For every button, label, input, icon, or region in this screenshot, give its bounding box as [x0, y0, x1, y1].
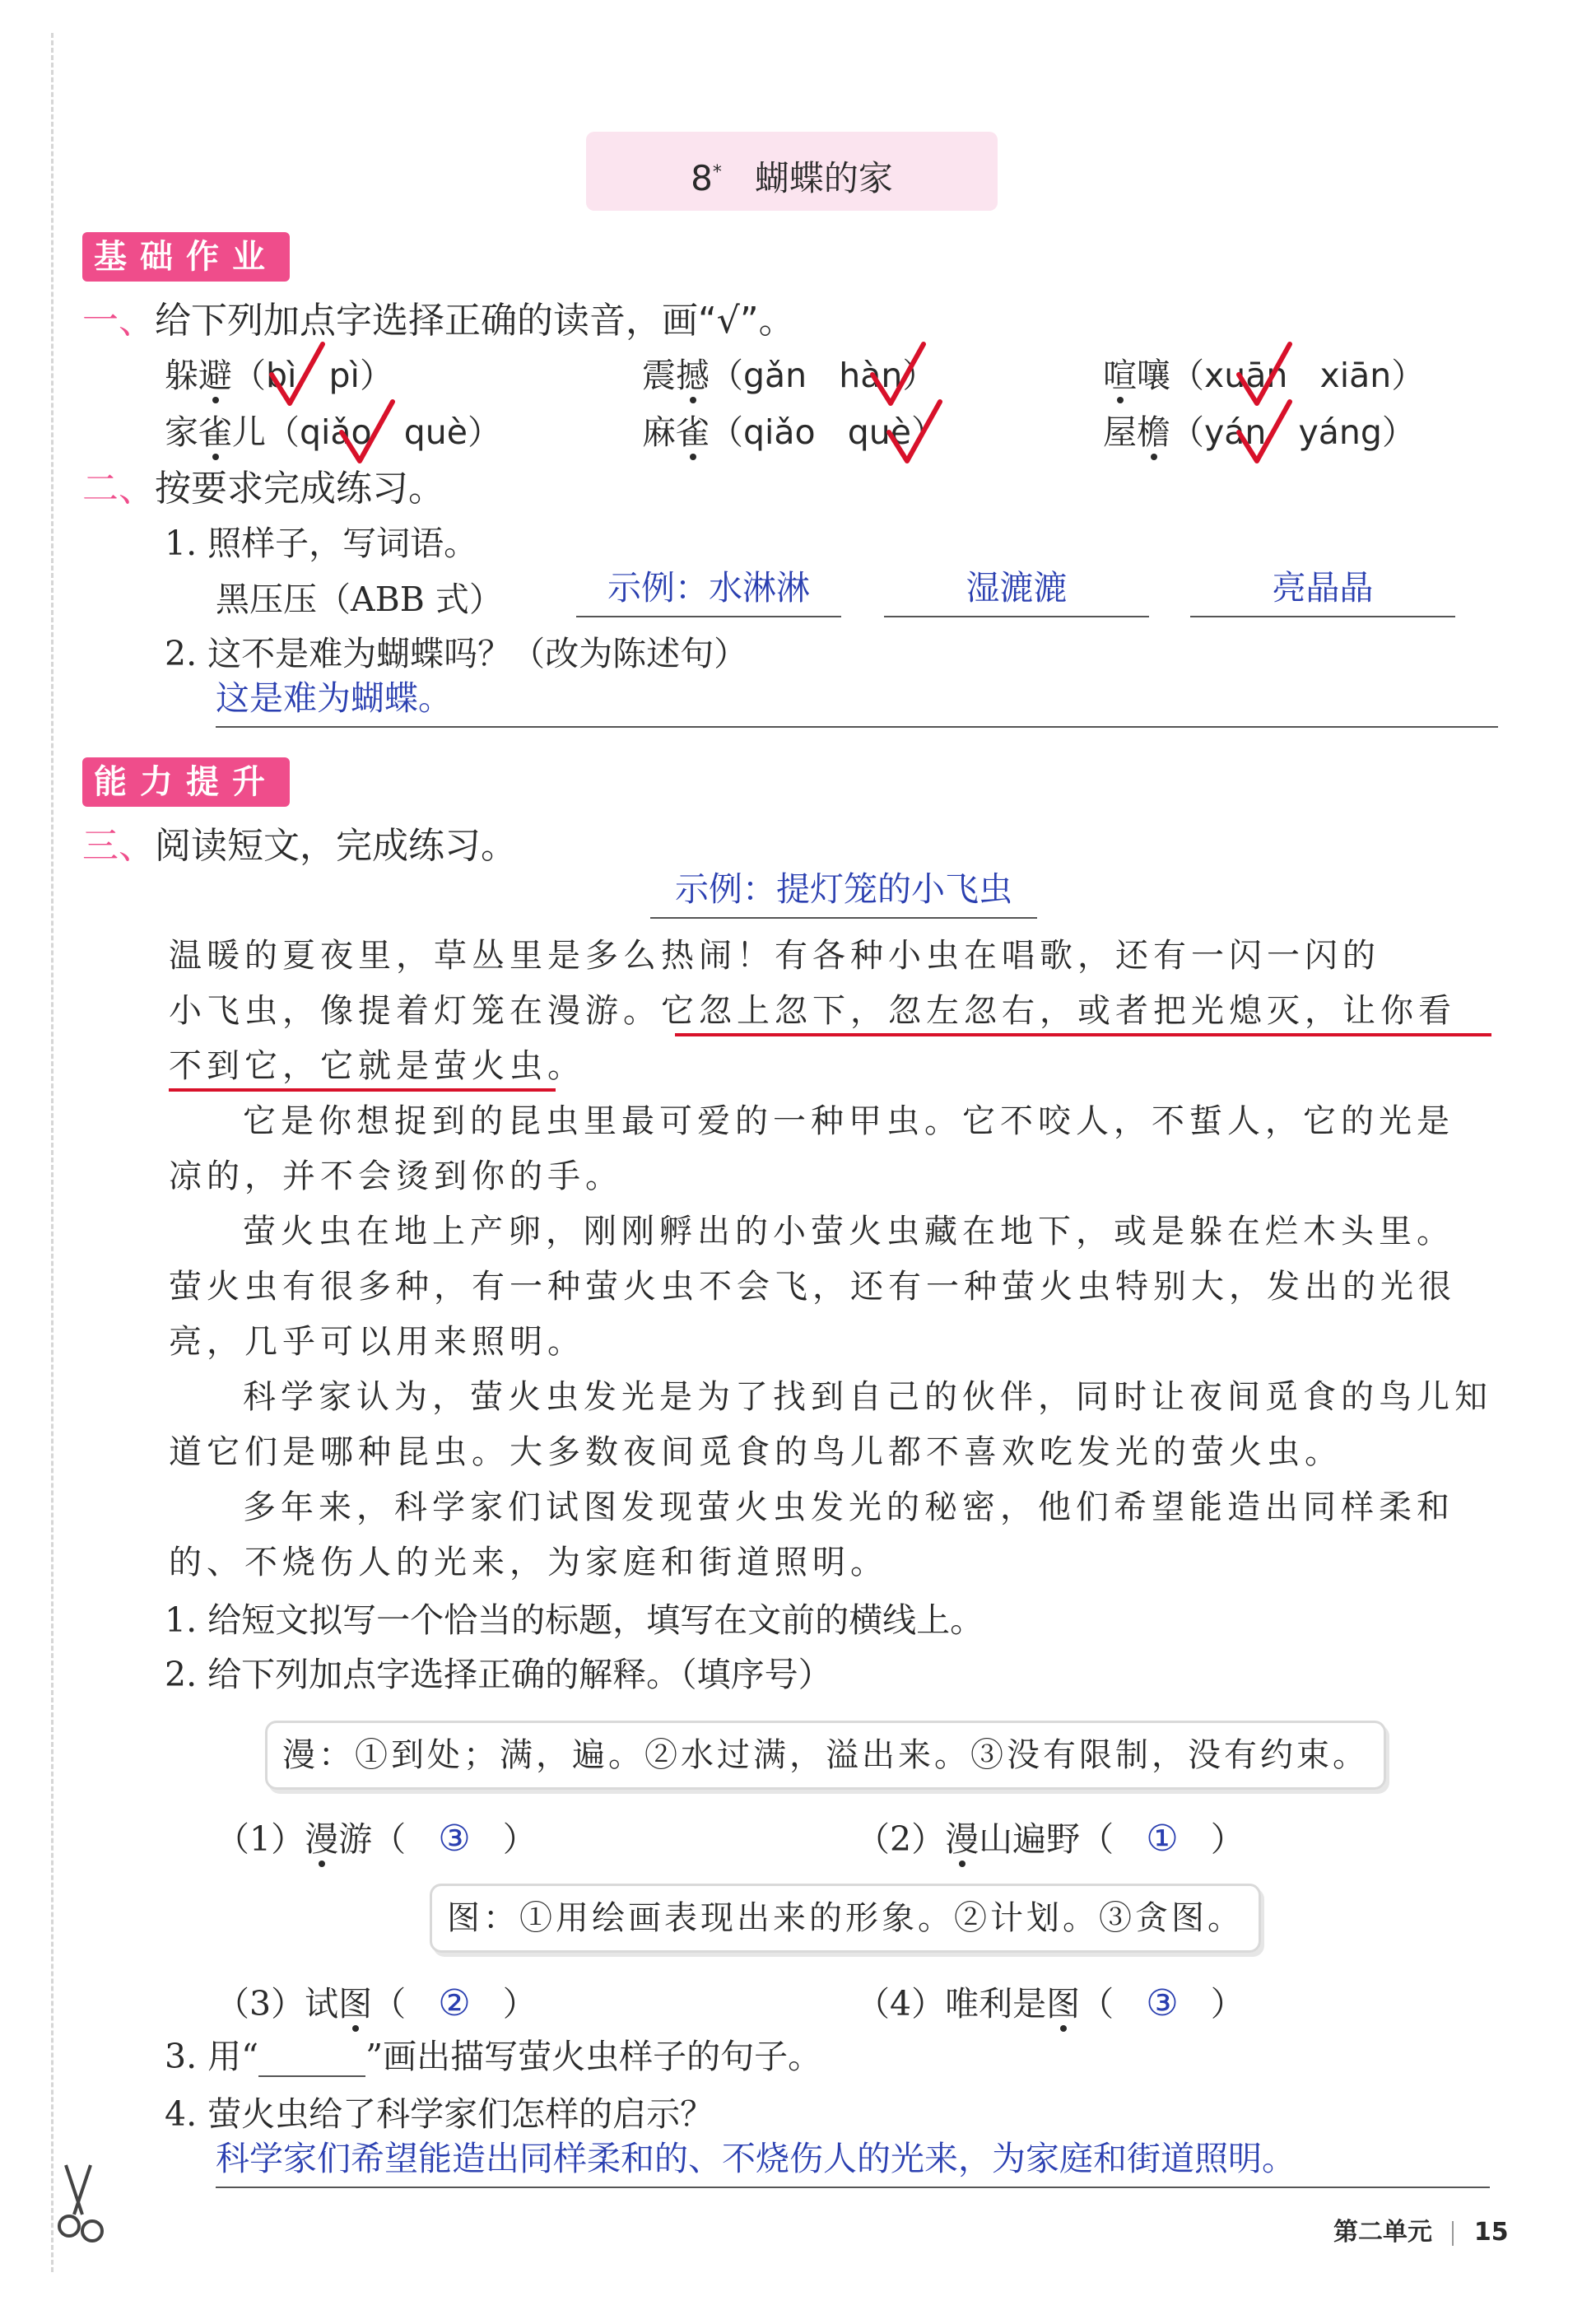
q1-number: 一、 [82, 300, 155, 342]
passage-title-answer: 示例：提灯笼的小飞虫 [650, 866, 1037, 919]
answer-choice: ② [438, 1982, 471, 2024]
unit-label: 第二单元 [1333, 2218, 1432, 2247]
answer-choice: ① [1146, 1818, 1179, 1860]
passage-line: 的、不烧伤人的光来，为家庭和街道照明。 [169, 1544, 888, 1581]
basic-section-tag: 基础作业 [82, 232, 290, 282]
q3-sub1: 1. 给短文拟写一个恰当的标题，填写在文前的横线上。 [165, 1600, 984, 1640]
q1-item-1: 躲避（bì pì） [165, 356, 393, 395]
passage-line: 温暖的夏夜里，草丛里是多么热闹！有各种小虫在唱歌，还有一闪一闪的 [169, 937, 1380, 975]
page-number: 15 [1473, 2218, 1509, 2247]
q2-sample-word: 黑压压（ABB 式） [216, 580, 503, 619]
q2-answer-1: 示例：水淋淋 [576, 565, 841, 617]
passage-line: 它是你想捉到的昆虫里最可爱的一种甲虫。它不咬人，不蜇人，它的光是 [243, 1102, 1454, 1140]
q3-sub3: 3. 用“ ”画出描写萤火虫样子的句子。 [165, 2037, 822, 2076]
passage-line: 道它们是哪种昆虫。大多数夜间觅食的鸟儿都不喜欢吃发光的萤火虫。 [169, 1433, 1342, 1471]
q3-item-2: （2）漫山遍野（ ① ） [856, 1818, 1245, 1860]
passage-line: 萤火虫有很多种，有一种萤火虫不会飞，还有一种萤火虫特别大，发出的光很 [169, 1268, 1456, 1306]
answer-choice: ③ [1146, 1982, 1179, 2024]
answer-underline [675, 1033, 1491, 1036]
lesson-star: * [712, 162, 722, 183]
q2-sub2: 2. 这不是难为蝴蝶吗？（改为陈述句） [165, 634, 748, 673]
q3-sub4: 4. 萤火虫给了科学家们怎样的启示？ [165, 2094, 714, 2134]
passage-line: 科学家认为，萤火虫发光是为了找到自己的伙伴，同时让夜间觅食的鸟儿知 [243, 1378, 1492, 1416]
q1-item-4: 家雀儿（qiǎo què） [165, 412, 501, 452]
passage-line: 不到它，它就是萤火虫。 [169, 1047, 585, 1085]
passage-line: 多年来，科学家们试图发现萤火虫发光的秘密，他们希望能造出同样柔和 [243, 1488, 1454, 1526]
q2-sub1: 1. 照样子，写词语。 [165, 524, 478, 563]
answer-underline [169, 1088, 556, 1092]
q2-answer-2: 湿漉漉 [884, 565, 1149, 617]
q3-item-4: （4）唯利是图（ ③ ） [856, 1982, 1245, 2024]
check-mark-icon [872, 344, 924, 403]
check-mark-icon [272, 344, 323, 403]
footer-divider [1452, 2221, 1454, 2246]
q2-number: 二、 [82, 468, 155, 510]
firefly-description-sentence: 它忽上忽下，忽左忽右，或者把光熄灭，让你看 [661, 992, 1456, 1030]
lesson-number: 8 [691, 158, 713, 198]
check-mark-icon [1239, 402, 1290, 461]
passage-line: 凉的，并不会烫到你的手。 [169, 1157, 623, 1195]
passage-line: 小飞虫，像提着灯笼在漫游。它忽上忽下，忽左忽右，或者把光熄灭，让你看 [169, 992, 1456, 1030]
q1-item-6: 屋檐（yán yáng） [1103, 412, 1416, 452]
q1-item-3: 喧嚷（xuān xiān） [1103, 356, 1426, 395]
q2-text: 按要求完成练习。 [155, 468, 444, 510]
lesson-name: 蝴蝶的家 [754, 158, 893, 198]
q1-text: 给下列加点字选择正确的读音，画“√”。 [155, 300, 795, 342]
definition-box-tu: 图：①用绘画表现出来的形象。②计划。③贪图。 [430, 1884, 1261, 1953]
q3-sub2: 2. 给下列加点字选择正确的解释。（填序号） [165, 1655, 832, 1694]
q2-answer-3: 亮晶晶 [1190, 565, 1455, 617]
q3-answer-4: 科学家们希望能造出同样柔和的、不烧伤人的光来，为家庭和街道照明。 [216, 2135, 1490, 2188]
q3-heading [82, 823, 517, 869]
check-mark-icon [889, 402, 940, 461]
q3-item-1: （1）漫游（ ③ ） [216, 1818, 537, 1860]
q2-answer-sentence: 这是难为蝴蝶。 [216, 675, 1498, 728]
scissors-icon [49, 2157, 115, 2247]
improve-section-tag: 能力提升 [82, 757, 290, 807]
q2-heading [82, 466, 444, 512]
answer-choice: ③ [438, 1818, 471, 1860]
q1-item-2: 震撼（gǎn hàn） [642, 356, 937, 395]
underline-sample [258, 2042, 365, 2077]
page-footer [1333, 2211, 1509, 2247]
q3-number: 三、 [82, 825, 155, 867]
check-mark-icon [342, 402, 393, 461]
q3-item-3: （3）试图（ ② ） [216, 1982, 537, 2024]
passage-line: 亮，几乎可以用来照明。 [169, 1323, 585, 1361]
passage-line: 萤火虫在地上产卵，刚刚孵出的小萤火虫藏在地下，或是躲在烂木头里。 [243, 1213, 1454, 1250]
q1-item-5: 麻雀（qiǎo què） [642, 412, 945, 452]
definition-box-man: 漫：①到处；满，遍。②水过满，溢出来。③没有限制，没有约束。 [265, 1721, 1386, 1790]
check-mark-icon [1239, 344, 1290, 403]
q3-text: 阅读短文，完成练习。 [155, 825, 517, 867]
q1-check-marks [0, 0, 1596, 510]
